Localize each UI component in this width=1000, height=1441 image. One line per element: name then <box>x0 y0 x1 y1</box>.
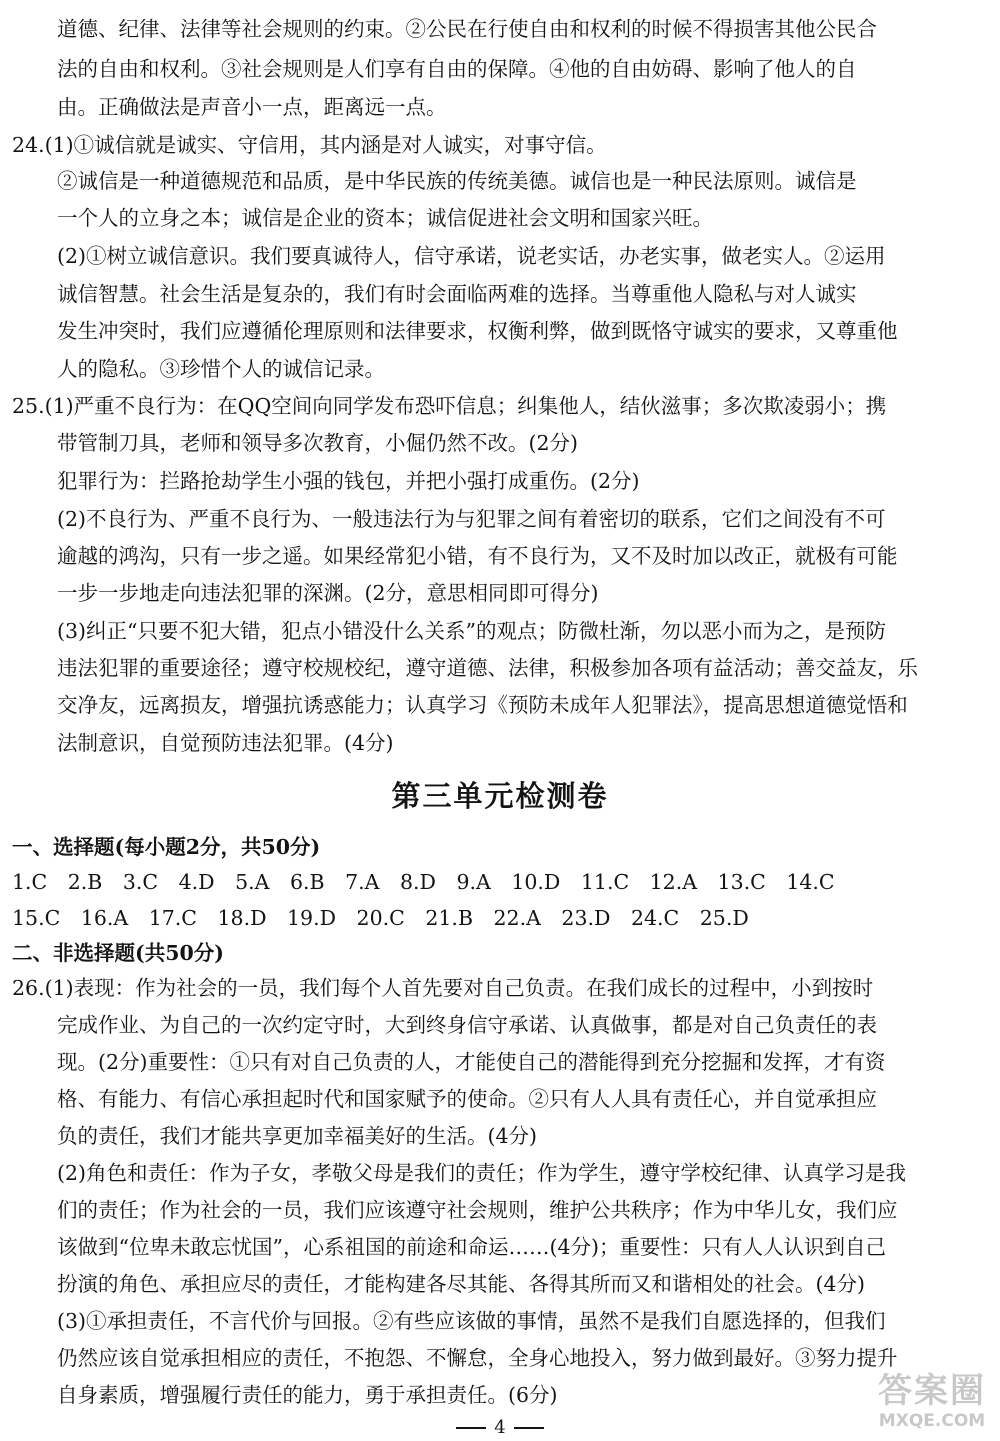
text-line: 扮演的角色、承担应尽的责任，才能构建各尽其能、各得其所而又和谐相处的社会。(4分) <box>57 1272 866 1296</box>
text-line: 由。正确做法是声音小一点，距离远一点。 <box>57 95 447 119</box>
text-line: 格、有能力、有信心承担起时代和国家赋予的使命。②只有人人具有责任心，并自觉承担应 <box>57 1087 877 1111</box>
text-line: 犯罪行为：拦路抢劫学生小强的钱包，并把小强打成重伤。(2分) <box>57 469 640 493</box>
text-line: 发生冲突时，我们应遵循伦理原则和法律要求，权衡利弊，做到既恪守诚实的要求，又尊重他 <box>57 319 898 343</box>
section-heading: 二、非选择题(共50分) <box>12 941 224 965</box>
text-line: 人的隐私。③珍惜个人的诚信记录。 <box>57 357 385 381</box>
question-26-line: 26.(1)表现：作为社会的一员，我们每个人首先要对自己负责。在我们成长的过程中，小到按时 <box>12 976 874 1000</box>
choice-answers-row: 1.C 2.B 3.C 4.D 5.A 6.B 7.A 8.D 9.A 10.D 11.C 12.A 13.C 14.C <box>12 870 835 894</box>
page-footer <box>0 1416 1000 1440</box>
footer-rule-right <box>514 1427 544 1429</box>
text-line: 现。(2分)重要性：①只有对自己负责的人，才能使自己的潜能得到充分挖掘和发挥，才有资 <box>57 1050 886 1074</box>
text-line: 一个人的立身之本；诚信是企业的资本；诚信促进社会文明和国家兴旺。 <box>57 206 713 230</box>
text-line: 完成作业、为自己的一次约定守时，大到终身信守承诺、认真做事，都是对自己负责任的表 <box>57 1013 877 1037</box>
text-line: (3)纠正“只要不犯大错，犯点小错没什么关系”的观点；防微杜渐，勿以恶小而为之，是预防 <box>57 619 886 643</box>
text-line: 自身素质，增强履行责任的能力，勇于承担责任。(6分) <box>57 1383 558 1407</box>
question-25-line: 25.(1)严重不良行为：在QQ空间向同学发布恐吓信息；纠集他人，结伙滋事；多次欺凌弱小；携 <box>12 394 887 418</box>
text-line: 仍然应该自觉承担相应的责任，不抱怨、不懈怠，全身心地投入，努力做到最好。③努力提升 <box>57 1346 898 1370</box>
watermark-logo: 答案圈 <box>878 1371 986 1411</box>
text-line: 诚信智慧。社会生活是复杂的，我们有时会面临两难的选择。当尊重他人隐私与对人诚实 <box>57 282 857 306</box>
text-line: 逾越的鸿沟，只有一步之遥。如果经常犯小错，有不良行为，又不及时加以改正，就极有可能 <box>57 544 898 568</box>
watermark-url: MXQE.COM <box>878 1411 986 1431</box>
text-line: 该做到“位卑未敢忘忧国”，心系祖国的前途和命运……(4分)；重要性：只有人人认识到自己 <box>57 1235 886 1259</box>
text-line: 一步一步地走向违法犯罪的深渊。(2分，意思相同即可得分) <box>57 581 599 605</box>
unit-title: 第三单元检测卷 <box>391 779 609 813</box>
text-line: 法的自由和权利。③社会规则是人们享有自由的保障。④他的自由妨碍、影响了他人的自 <box>57 57 857 81</box>
text-line: 带管制刀具，老师和领导多次教育，小倔仍然不改。(2分) <box>57 431 579 455</box>
footer-rule-left <box>456 1427 486 1429</box>
watermark <box>868 1372 996 1438</box>
text-line: 违法犯罪的重要途径；遵守校规校纪，遵守道德、法律，积极参加各项有益活动；善交益友，乐 <box>57 656 918 680</box>
text-line: (3)①承担责任，不言代价与回报。②有些应该做的事情，虽然不是我们自愿选择的，但我们 <box>57 1309 886 1333</box>
text-line: 交净友，远离损友，增强抗诱惑能力；认真学习《预防未成年人犯罪法》，提高思想道德觉悟和 <box>57 693 908 717</box>
text-line: 负的责任，我们才能共享更加幸福美好的生活。(4分) <box>57 1124 538 1148</box>
question-24-line: 24.(1)①诚信就是诚实、守信用，其内涵是对人诚实，对事守信。 <box>12 133 607 157</box>
text-line: 们的责任；作为社会的一员，我们应该遵守社会规则，维护公共秩序；作为中华儿女，我们应 <box>57 1198 898 1222</box>
text-line: 法制意识，自觉预防违法犯罪。(4分) <box>57 731 394 755</box>
section-heading: 一、选择题(每小题2分，共50分) <box>12 835 321 859</box>
text-line: (2)①树立诚信意识。我们要真诚待人，信守承诺，说老实话，办老实事，做老实人。②运用 <box>57 244 886 268</box>
text-line: (2)不良行为、严重不良行为、一般违法行为与犯罪之间有着密切的联系，它们之间没有不可 <box>57 507 886 531</box>
choice-answers-row: 15.C 16.A 17.C 18.D 19.D 20.C 21.B 22.A 23.D 24.C 25.D <box>12 906 749 930</box>
page-number: 4 <box>494 1417 506 1438</box>
text-line: 道德、纪律、法律等社会规则的约束。②公民在行使自由和权利的时候不得损害其他公民合 <box>57 17 877 41</box>
text-line: ②诚信是一种道德规范和品质，是中华民族的传统美德。诚信也是一种民法原则。诚信是 <box>57 169 857 193</box>
text-line: (2)角色和责任：作为子女，孝敬父母是我们的责任；作为学生，遵守学校纪律、认真学习是我 <box>57 1161 907 1185</box>
